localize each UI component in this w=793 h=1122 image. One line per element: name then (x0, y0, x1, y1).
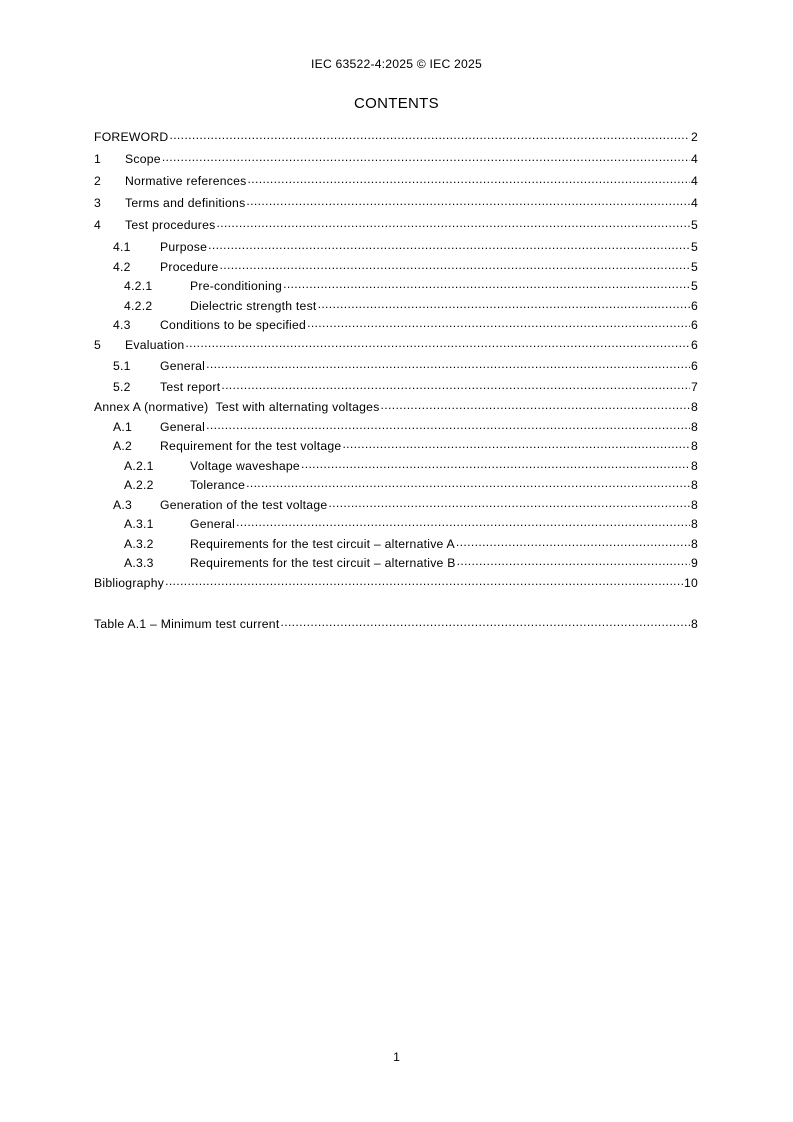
toc-entry-number: 5.1 (113, 359, 131, 373)
toc-entry-dielectric-strength-test[interactable] (94, 296, 698, 316)
toc-entry-label: General (190, 517, 236, 531)
toc-entry-page: 5 (690, 259, 698, 274)
toc-entry-page: 8 (690, 400, 698, 414)
toc-entry-label: Requirements for the test circuit – alternative B (190, 556, 456, 570)
toc-entry-label: Scope (125, 152, 161, 166)
toc-entry-pre-conditioning[interactable] (94, 276, 698, 296)
toc-entry-page: 8 (690, 419, 698, 434)
toc-entry-label: Evaluation (125, 337, 185, 352)
table-list-entry[interactable] (94, 614, 698, 634)
table-list-page: 8 (690, 617, 698, 631)
dot-leader (206, 417, 690, 431)
toc-entry-label: General (160, 359, 206, 373)
toc-entry-page: 2 (690, 130, 698, 144)
dot-leader (246, 475, 690, 489)
dot-leader (236, 514, 690, 528)
toc-entry-page: 8 (690, 517, 698, 531)
dot-leader (216, 215, 690, 229)
toc-entry-number: 4.2.1 (124, 279, 153, 293)
toc-entry-label: Normative references (125, 174, 247, 188)
toc-entry-number: 1 (94, 152, 102, 166)
toc-entry-label: Annex A (normative) Test with alternating voltages (94, 400, 380, 414)
dot-leader (307, 315, 690, 329)
toc-entry-page: 6 (690, 318, 698, 332)
toc-entry-general-5-1[interactable] (94, 356, 698, 377)
dot-leader (246, 193, 690, 207)
toc-entry-page: 4 (690, 196, 698, 210)
toc-entry-number: A.3.1 (124, 517, 154, 531)
toc-entry-general-a-1[interactable] (94, 417, 698, 437)
dot-leader (162, 149, 690, 163)
toc-entry-procedure[interactable] (94, 257, 698, 277)
toc-entry-evaluation[interactable] (94, 335, 698, 357)
toc-entry-page: 8 (690, 439, 698, 453)
toc-entry-label: Terms and definitions (125, 196, 246, 210)
toc-entry-number: 4 (94, 218, 102, 232)
toc-entry-page: 7 (690, 379, 698, 394)
dot-leader (456, 534, 690, 548)
toc-entry-purpose[interactable] (94, 237, 698, 257)
dot-leader (328, 495, 690, 509)
toc-entry-label: Conditions to be specified (160, 318, 307, 332)
dot-leader (169, 127, 690, 141)
toc-entry-label: Bibliography (94, 575, 165, 590)
toc-entry-number: A.2 (113, 439, 133, 453)
toc-entry-label: FOREWORD (94, 130, 169, 144)
dot-leader (219, 257, 689, 271)
toc-entry-number: 5.2 (113, 379, 131, 394)
toc-entry-page: 4 (690, 152, 698, 166)
toc-entry-number: A.1 (113, 419, 133, 434)
toc-entry-number: A.3.2 (124, 536, 154, 551)
toc-entry-number: A.3 (113, 497, 133, 512)
toc-entry-foreword[interactable] (94, 127, 698, 149)
toc-entry-requirements-alternative-a[interactable] (94, 534, 698, 554)
table-list-label: Table A.1 – Minimum test current (94, 617, 280, 631)
toc-entry-label: Purpose (160, 240, 208, 254)
toc-entry-bibliography[interactable] (94, 573, 698, 593)
toc-entry-page: 5 (690, 240, 698, 254)
toc-entry-number: A.2.1 (124, 458, 154, 473)
dot-leader (342, 436, 690, 450)
toc-entry-label: Voltage waveshape (190, 458, 300, 473)
toc-entry-generation-of-the-test-voltage[interactable] (94, 495, 698, 515)
toc-entry-number: A.2.2 (124, 478, 154, 492)
toc-entry-number: A.3.3 (124, 556, 154, 570)
toc-entry-label: Requirement for the test voltage (160, 439, 342, 453)
toc-entry-terms-and-definitions[interactable] (94, 193, 698, 215)
toc-entry-requirement-for-the-test-voltage[interactable] (94, 436, 698, 456)
toc-entry-number: 5 (94, 337, 102, 352)
dot-leader (280, 614, 690, 628)
toc-entry-page: 8 (690, 478, 698, 492)
toc-entry-page: 5 (690, 279, 698, 293)
toc-entry-label: Pre-conditioning (190, 279, 283, 293)
dot-leader (185, 335, 690, 349)
dot-leader (248, 171, 690, 185)
toc-entry-page: 6 (690, 359, 698, 373)
toc-entry-number: 3 (94, 196, 102, 210)
list-of-tables (94, 614, 698, 634)
dot-leader (221, 377, 690, 391)
toc-entry-conditions-to-be-specified[interactable] (94, 315, 698, 335)
toc-entry-page: 5 (690, 218, 698, 232)
toc-entry-annex-a[interactable] (94, 397, 698, 417)
toc-entry-page: 8 (690, 497, 698, 512)
toc-entry-label: General (160, 419, 206, 434)
toc-entry-general-a-3-1[interactable] (94, 514, 698, 534)
toc-entry-label: Test report (160, 379, 221, 394)
toc-entry-page: 8 (690, 458, 698, 473)
toc-entry-label: Tolerance (190, 478, 246, 492)
toc-entry-page: 6 (690, 298, 698, 313)
running-header: IEC 63522-4:2025 © IEC 2025 (311, 57, 482, 71)
toc-entry-number: 4.2 (113, 259, 131, 274)
dot-leader (318, 296, 690, 310)
toc-entry-number: 2 (94, 174, 102, 188)
dot-leader (165, 573, 683, 587)
toc-entry-test-procedures[interactable] (94, 215, 698, 237)
toc-entry-normative-references[interactable] (94, 171, 698, 193)
dot-leader (381, 397, 690, 411)
toc-entry-label: Generation of the test voltage (160, 497, 328, 512)
toc-entry-tolerance[interactable] (94, 475, 698, 495)
dot-leader (208, 237, 690, 251)
toc-entry-page: 4 (690, 174, 698, 188)
dot-leader (206, 356, 690, 370)
toc-entry-page: 6 (690, 337, 698, 352)
contents-title: CONTENTS (354, 95, 439, 112)
toc-entry-voltage-waveshape[interactable] (94, 456, 698, 476)
toc-entry-label: Test procedures (125, 218, 216, 232)
dot-leader (301, 456, 690, 470)
toc-entry-number: 4.2.2 (124, 298, 153, 313)
table-of-contents (94, 127, 698, 592)
toc-entry-label: Requirements for the test circuit – alternative A (190, 536, 455, 551)
page-number: 1 (393, 1050, 400, 1064)
toc-entry-requirements-alternative-b[interactable] (94, 553, 698, 573)
toc-entry-label: Procedure (160, 259, 219, 274)
toc-entry-scope[interactable] (94, 149, 698, 171)
toc-entry-test-report[interactable] (94, 377, 698, 398)
toc-entry-label: Dielectric strength test (190, 298, 317, 313)
toc-entry-number: 4.3 (113, 318, 131, 332)
dot-leader (457, 553, 690, 567)
dot-leader (283, 276, 690, 290)
toc-entry-page: 10 (683, 575, 698, 590)
toc-entry-page: 8 (690, 536, 698, 551)
toc-entry-number: 4.1 (113, 240, 131, 254)
toc-entry-page: 9 (690, 556, 698, 570)
